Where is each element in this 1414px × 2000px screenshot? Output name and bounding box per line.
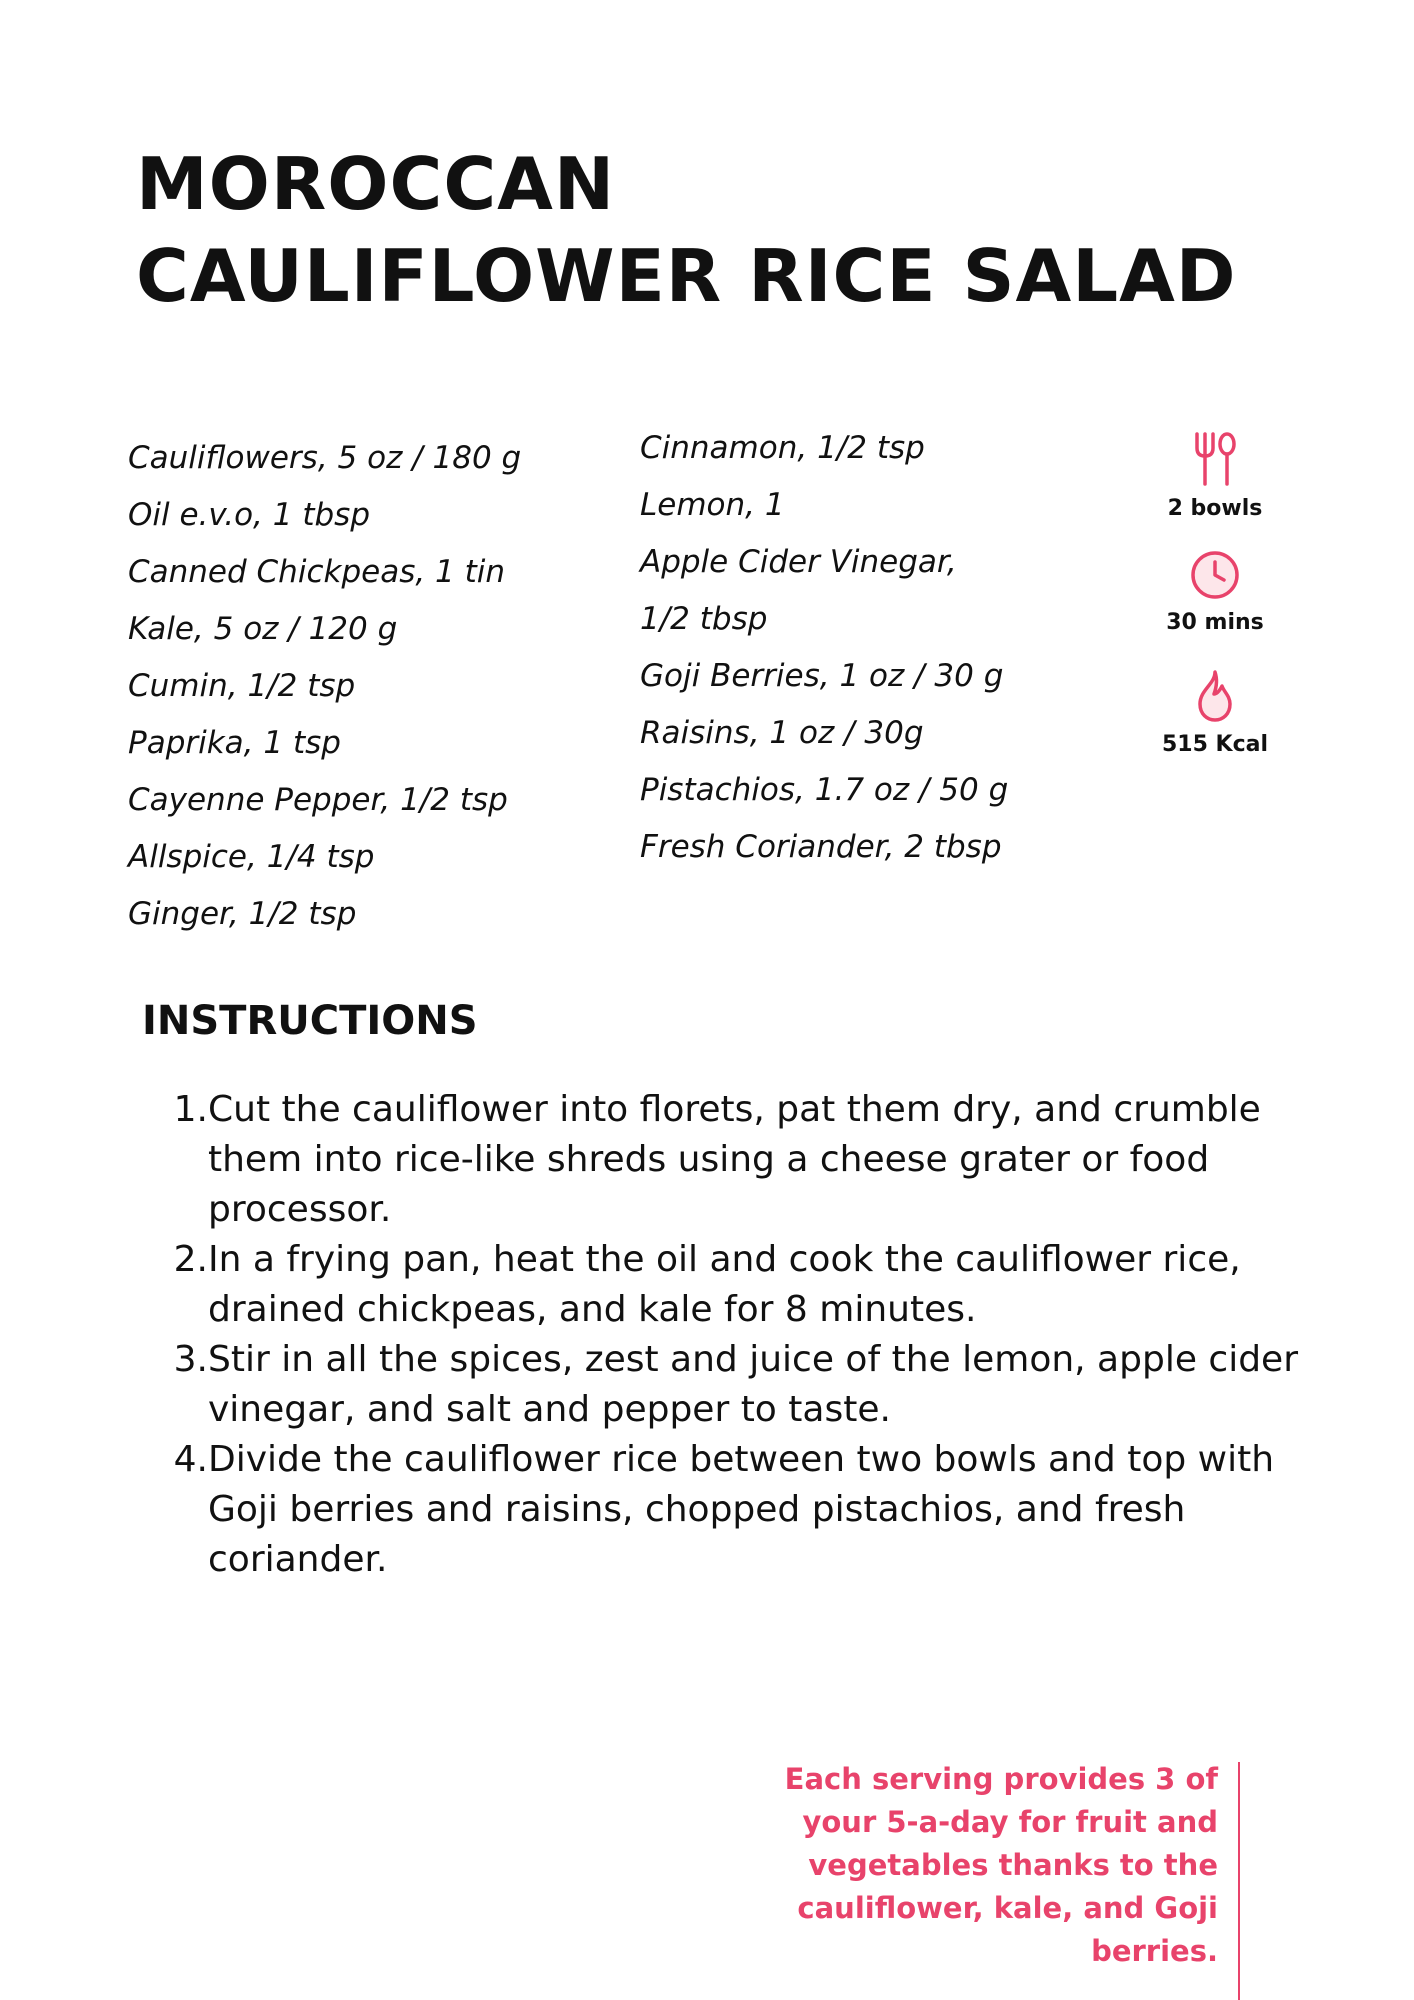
ingredient-item: Cayenne Pepper, 1/2 tsp — [128, 782, 508, 818]
ingredient-item: Apple Cider Vinegar, — [640, 544, 957, 580]
ingredient-item: 1/2 tbsp — [640, 601, 768, 637]
step-text: Stir in all the spices, zest and juice of the lemon, apple cider vinegar, and salt and pepper to taste. — [208, 1339, 1299, 1430]
ingredient-item: Kale, 5 oz / 120 g — [128, 611, 398, 647]
recipe-title-line-1: MOROCCAN — [136, 142, 616, 226]
ingredient-item: Ginger, 1/2 tsp — [128, 896, 357, 932]
instruction-step — [160, 1235, 1300, 1335]
ingredient-item: Cumin, 1/2 tsp — [128, 668, 356, 704]
ingredient-item: Lemon, 1 — [640, 487, 785, 523]
time-label: 30 mins — [1166, 610, 1264, 635]
step-number: 3. — [173, 1339, 208, 1380]
ingredients-column-2 — [640, 420, 1008, 876]
note-divider — [1238, 1762, 1240, 2000]
step-number: 2. — [173, 1239, 208, 1280]
step-number: 4. — [173, 1439, 208, 1480]
instruction-step — [160, 1085, 1300, 1235]
ingredient-item: Paprika, 1 tsp — [128, 725, 341, 761]
ingredients-column-1 — [128, 430, 521, 943]
fork-spoon-icon — [1189, 430, 1241, 488]
clock-icon — [1188, 548, 1242, 602]
ingredient-item: Canned Chickpeas, 1 tin — [128, 554, 506, 590]
ingredient-item: Pistachios, 1.7 oz / 50 g — [640, 772, 1009, 808]
time-info — [1140, 548, 1290, 635]
ingredient-item: Cinnamon, 1/2 tsp — [640, 430, 925, 466]
ingredient-item: Cauliflowers, 5 oz / 180 g — [128, 440, 522, 476]
instruction-step — [160, 1435, 1300, 1585]
ingredient-item: Raisins, 1 oz / 30g — [640, 715, 924, 751]
step-number: 1. — [173, 1089, 208, 1130]
servings-label: 2 bowls — [1167, 496, 1263, 521]
step-text: In a frying pan, heat the oil and cook the cauliflower rice, drained chickpeas, and kale for 8 minutes. — [208, 1239, 1241, 1330]
instructions-heading: INSTRUCTIONS — [142, 998, 478, 1044]
calories-info — [1140, 668, 1290, 757]
calories-label: 515 Kcal — [1161, 732, 1269, 757]
ingredient-item: Allspice, 1/4 tsp — [128, 839, 375, 875]
servings-info — [1140, 430, 1290, 521]
ingredient-item: Fresh Coriander, 2 tbsp — [640, 829, 1002, 865]
nutrition-note: Each serving provides 3 of your 5-a-day for fruit and vegetables thanks to the cauliflower, kale, and Goji berries. — [784, 1762, 1218, 1968]
instructions-list — [160, 1085, 1300, 1585]
ingredient-item: Goji Berries, 1 oz / 30 g — [640, 658, 1004, 694]
ingredient-item: Oil e.v.o, 1 tbsp — [128, 497, 370, 533]
flame-icon — [1190, 668, 1240, 724]
recipe-title — [136, 138, 1237, 322]
step-text: Cut the cauliflower into florets, pat them dry, and crumble them into rice-like shreds using a cheese grater or food processor. — [208, 1089, 1261, 1230]
step-text: Divide the cauliflower rice between two bowls and top with Goji berries and raisins, chopped pistachios, and fresh coriander. — [208, 1439, 1275, 1580]
instruction-step — [160, 1335, 1300, 1435]
recipe-title-line-2: CAULIFLOWER RICE SALAD — [136, 234, 1237, 318]
